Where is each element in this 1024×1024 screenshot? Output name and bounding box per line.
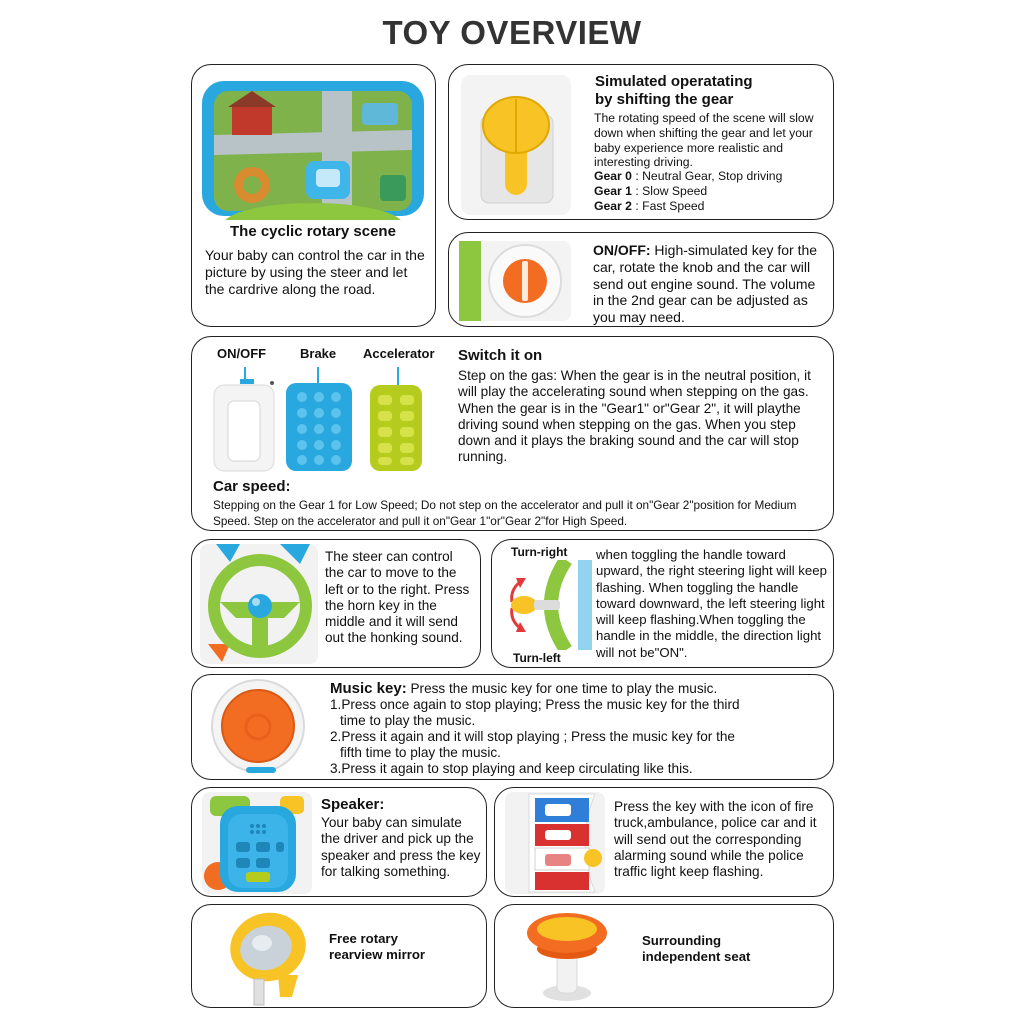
gear-1-label: Gear 1 — [594, 184, 632, 198]
music-line-5: 3.Press it again to stop playing and keep circulating like this. — [330, 761, 693, 776]
gear-1-item — [594, 184, 829, 199]
gear-2-text: Fast Speed — [642, 199, 705, 213]
steer-body: The steer can control the car to move to the left or to the right. Press the horn key in the middle and it will send out the honking sound. — [325, 549, 470, 646]
music-line-3: 2.Press it again and it will stop playing ; Press the music key for the — [330, 729, 735, 744]
rotary-scene-card — [191, 64, 436, 327]
brake-label: Brake — [300, 346, 337, 361]
pedals-card — [191, 336, 834, 531]
music-intro: Press the music key for one time to play the music. — [406, 681, 718, 696]
gear-0-label: Gear 0 — [594, 169, 632, 183]
music-line-2: time to play the music. — [340, 713, 476, 728]
turn-signal-card — [491, 539, 834, 668]
mirror-card — [191, 904, 487, 1008]
mirror-line-2: rearview mirror — [329, 947, 426, 962]
onoff-label: ON/OFF: — [593, 242, 651, 258]
rearview-mirror-image — [222, 907, 316, 1007]
gear-0-item — [594, 169, 829, 184]
speaker-heading: Speaker: — [321, 796, 385, 813]
onoff-text — [593, 242, 829, 326]
music-heading: Music key: — [330, 680, 407, 697]
mirror-line-1: Free rotary — [329, 931, 398, 946]
gear-body: The rotating speed of the scene will slow down when shifting the gear and let your baby experience more realistic and interesting driving. — [594, 111, 814, 170]
speaker-card — [191, 787, 487, 897]
turn-handle-image — [506, 560, 592, 650]
siren-body: Press the key with the icon of fire truck,ambulance, police car and it will send out the corresponding alarming sound while the police traffic light keep flashing. — [614, 799, 817, 880]
onoff-pedal-label: ON/OFF — [217, 346, 267, 361]
onoff-body: High-simulated key for the car, rotate the knob and the car will send out engine sound. The volume in the 2nd gear can be adjusted as you may need. — [593, 242, 818, 326]
seat-line-2: independent seat — [642, 949, 751, 964]
music-line-1: 1.Press once again to stop playing; Press the music key for the third — [330, 697, 740, 712]
gear-heading-2: by shifting the gear — [595, 91, 734, 108]
steer-card — [191, 539, 481, 668]
speaker-body: Your baby can simulate the driver and pick up the speaker and press the key for talking something. — [321, 815, 481, 879]
music-intro-line — [330, 681, 830, 697]
gear-1-sep: : — [631, 184, 643, 198]
page-title: TOY OVERVIEW — [382, 14, 642, 51]
gear-0-sep: : — [631, 169, 643, 183]
gear-heading-1: Simulated operatating — [595, 73, 753, 90]
gear-2-label: Gear 2 — [594, 199, 632, 213]
seat-line-1: Surrounding — [642, 933, 722, 948]
gear-2-item — [594, 199, 829, 214]
gear-1-text: Slow Speed — [642, 184, 708, 198]
gear-card — [448, 64, 834, 220]
accelerator-label: Accelerator — [363, 346, 435, 361]
music-card — [191, 674, 834, 780]
siren-keys-image — [505, 792, 605, 894]
onoff-knob-image — [459, 241, 571, 321]
speaker-phone-image — [202, 792, 312, 894]
car-speed-body: Stepping on the Gear 1 for Low Speed; Do not step on the accelerator and pull it on"Gear 2"position for Medium Speed. Step on the accelerator and pull it on"Gear 1"or"Gear 2"for High Speed. — [213, 498, 797, 528]
gear-shifter-image — [461, 75, 571, 215]
music-key-image — [202, 679, 312, 777]
car-speed-heading: Car speed: — [213, 478, 291, 495]
rotary-heading: The cyclic rotary scene — [230, 223, 396, 240]
gear-2-sep: : — [631, 199, 643, 213]
gear-0-text: Neutral Gear, Stop driving — [642, 169, 783, 183]
seat-image — [523, 907, 613, 1005]
switch-body: Step on the gas: When the gear is in the neutral position, it will play the accelerating sound when stepping on the gas. When the gear is in the "Gear1" or"Gear 2", it will playthe driving sound when stepping on the gas. When you step down and it plays the braking sound and the car will stop running. — [458, 368, 811, 465]
turn-right-label: Turn-right — [511, 545, 568, 559]
steering-wheel-image — [200, 544, 318, 664]
turn-body: when toggling the handle toward upward, the right steering light will keep flashing. When toggling the handle toward downward, the left steering light will keep flashing.When toggling the handle in the middle, the direction light will not be"ON". — [596, 547, 827, 660]
music-line-4: fifth time to play the music. — [340, 745, 501, 760]
siren-card — [494, 787, 834, 897]
pedals-image — [210, 363, 440, 475]
seat-card — [494, 904, 834, 1008]
switch-heading: Switch it on — [458, 347, 543, 364]
rotary-scene-image — [202, 75, 424, 220]
turn-left-label: Turn-left — [513, 651, 561, 665]
rotary-body: Your baby can control the car in the picture by using the steer and let the cardrive along the road. — [205, 247, 425, 297]
onoff-card — [448, 232, 834, 327]
